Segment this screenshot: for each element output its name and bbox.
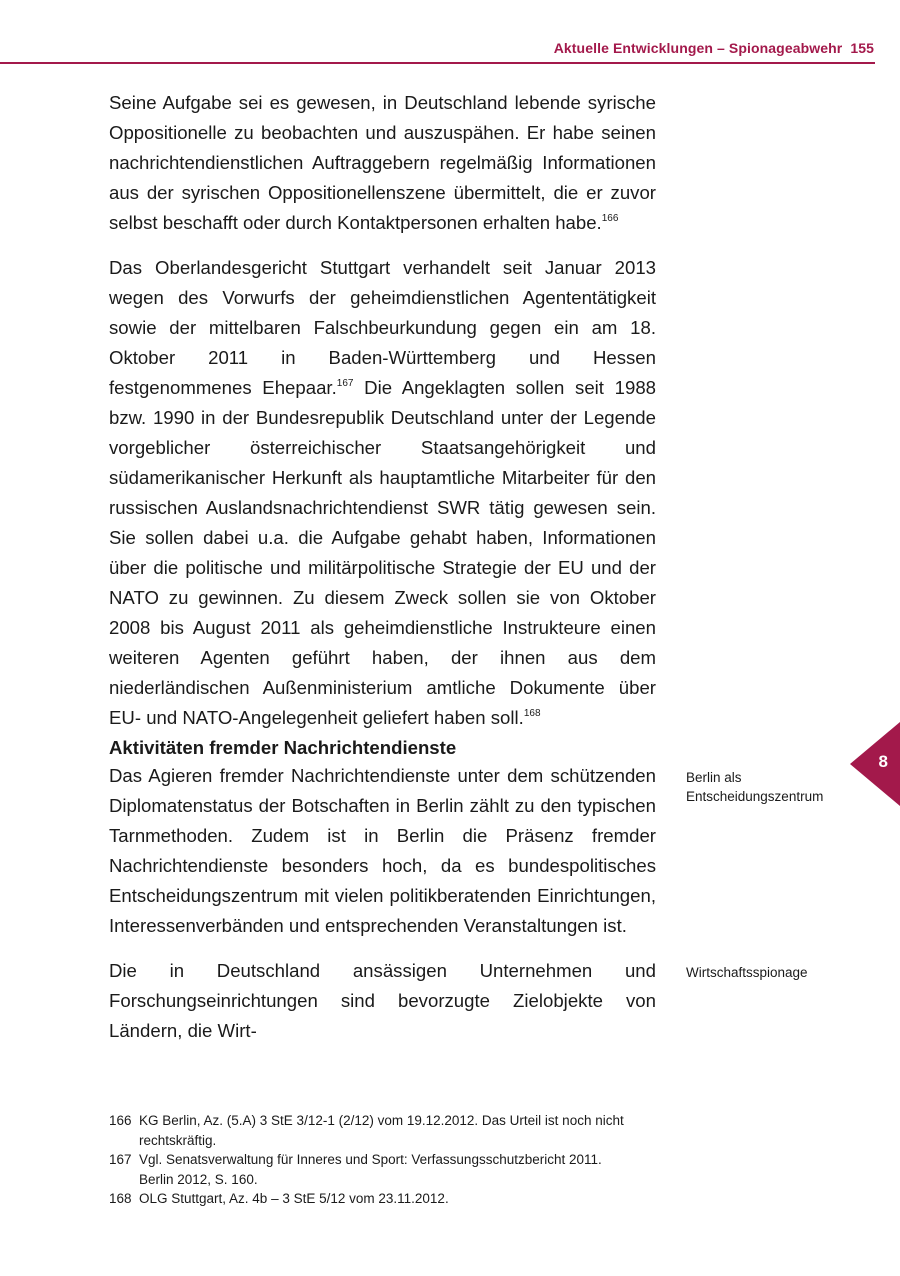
paragraph-text: Das Agieren fremder Nachrichtendienste unter dem schützenden Diplomatenstatus der Botschaften in Berlin zählt zu den typischen Tarnmethoden. Zudem ist in Berlin die Präsenz fremder Nachrichtendienste besonders hoch, da es bundespolitisches Entscheidungszentrum mit vielen politikberatenden Einrichtungen, Interessenverbänden und entsprechenden Veranstaltungen ist. [109, 765, 656, 936]
footnote-text: rechtskräftig. [139, 1132, 217, 1148]
paragraph-economic-espionage [109, 956, 656, 1046]
footnote-167 [109, 1150, 669, 1189]
margin-note-wirtschaftsspionage: Wirtschaftsspionage [686, 965, 808, 980]
paragraph-olg-stuttgart [109, 253, 656, 733]
footnote-text: KG Berlin, Az. (5.A) 3 StE 3/12-1 (2/12) vom 19.12.2012. Das Urteil ist noch nicht [139, 1113, 624, 1128]
margin-note-line: Berlin als [686, 770, 742, 785]
margin-note-berlin [686, 768, 856, 806]
footnote-number: 166 [109, 1113, 132, 1128]
footnote-text: OLG Stuttgart, Az. 4b – 3 StE 5/12 vom 23.11.2012. [139, 1191, 449, 1206]
page-number: 155 [850, 40, 874, 56]
footnote-number: 167 [109, 1152, 132, 1167]
chapter-number: 8 [878, 752, 888, 771]
running-header [554, 40, 874, 56]
footnote-ref-168[interactable]: 168 [523, 708, 541, 719]
footnote-ref-166[interactable]: 166 [601, 213, 619, 224]
chapter-tab-triangle [850, 722, 900, 806]
margin-note-line: Entscheidungszentrum [686, 789, 824, 804]
footnote-ref-167[interactable]: 167 [336, 378, 354, 389]
footnotes [109, 1111, 669, 1209]
paragraph-syrian-opposition [109, 88, 656, 238]
footnote-text: Vgl. Senatsverwaltung für Inneres und Sport: Verfassungsschutzbericht 2011. [139, 1152, 602, 1167]
header-rule [0, 62, 875, 64]
footnote-166 [109, 1111, 669, 1150]
footnote-number: 168 [109, 1191, 132, 1206]
footnote-168 [109, 1189, 669, 1209]
footnote-text: Berlin 2012, S. 160. [139, 1171, 258, 1187]
section-heading: Aktivitäten fremder Nachrichtendienste [109, 737, 457, 758]
paragraph-text-b: Die Angeklagten sollen seit 1988 bzw. 1990 in der Bundesrepublik Deutschland unter der Legende vorgeblicher österreichischer Staatsangehörigkeit und südamerikanischer Herkunft als hauptamtliche Mitarbeiter für den russischen Auslandsnachrichtendienst SWR tätig gewesen sein. Sie sollen dabei u.a. die Aufgabe gehabt haben, Informationen über die politische und militärpolitische Strategie der EU und der NATO zu gewinnen. Zu diesem Zweck sollen sie von Oktober 2008 bis August 2011 als geheimdienstliche Instrukteure einen weiteren Agenten geführt haben, der ihnen aus dem niederländischen Außenministerium amtliche Dokumente über EU- und NATO-Angelegenheit geliefert haben soll. [109, 377, 656, 728]
paragraph-text: Die in Deutschland ansässigen Unternehmen und Forschungseinrichtungen sind bevorzugte Zielobjekte von Ländern, die Wirt- [109, 960, 656, 1041]
paragraph-berlin-diplomats [109, 761, 656, 941]
paragraph-text-a: Das Oberlandesgericht Stuttgart verhandelt seit Januar 2013 wegen des Vorwurfs der geheimdienstlichen Agententätigkeit sowie der mittelbaren Falschbeurkundung gegen ein am 18. Oktober 2011 in Baden-Württemberg und Hessen festgenommenes Ehepaar. [109, 257, 656, 398]
paragraph-text: Seine Aufgabe sei es gewesen, in Deutschland lebende syrische Oppositionelle zu beobachten und auszuspähen. Er habe seinen nachrichtendienstlichen Auftraggebern regelmäßig Informationen aus der syrischen Oppositionellenszene übermittelt, die er zuvor selbst beschafft oder durch Kontaktpersonen erhalten habe. [109, 92, 656, 233]
chapter-tab[interactable] [850, 722, 900, 806]
running-header-title: Aktuelle Entwicklungen – Spionageabwehr [553, 40, 843, 56]
